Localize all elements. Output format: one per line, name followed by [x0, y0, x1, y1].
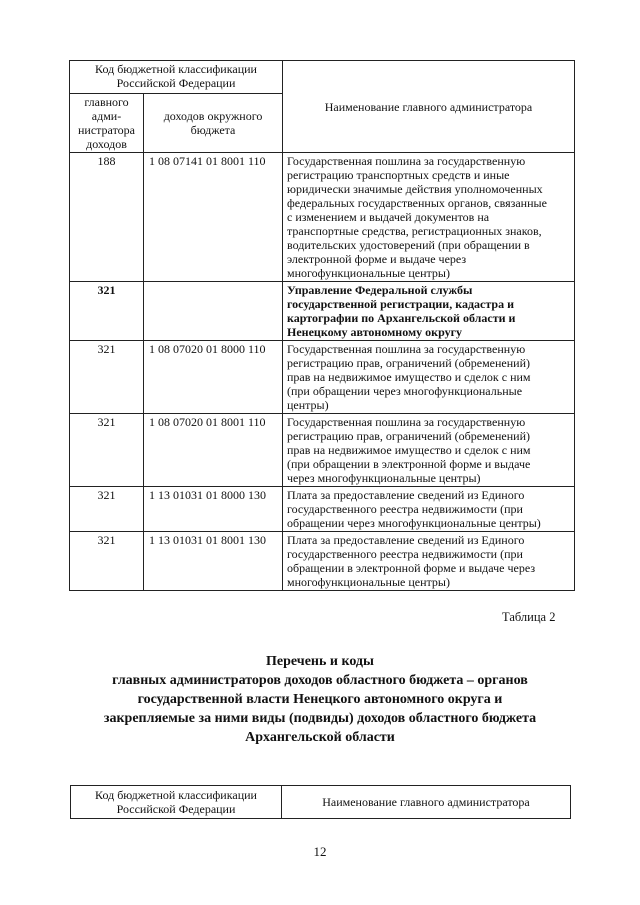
- name-line: юридически значимые действия уполномоченных: [287, 182, 543, 196]
- table-row: [70, 532, 575, 591]
- header-line: Российской Федерации: [116, 76, 236, 90]
- name-line: (при обращении в электронной форме и выдаче: [287, 457, 531, 471]
- title-line: главных администраторов доходов областного бюджета – органов: [112, 673, 528, 688]
- admin-code-cell: 321: [70, 532, 144, 591]
- name-line: прав на недвижимое имущество и сделок с ним: [287, 370, 531, 384]
- admin-code-cell: 321: [70, 282, 144, 341]
- administrator-name-cell: [283, 414, 575, 487]
- header-budget-classification: [70, 61, 283, 94]
- admin-code-cell: 188: [70, 153, 144, 282]
- table-row: [70, 341, 575, 414]
- header-line: доходов окружного: [163, 109, 263, 123]
- income-code-cell: [144, 282, 283, 341]
- administrator-name-cell: [283, 532, 575, 591]
- name-line: регистрацию прав, ограничений (обременений): [287, 429, 531, 443]
- header-line: Код бюджетной классификации: [95, 788, 257, 802]
- title-line: государственной власти Ненецкого автономного округа и: [137, 692, 503, 707]
- name-line: водительских удостоверений (при обращении в: [287, 238, 530, 252]
- header-line: бюджета: [190, 123, 236, 137]
- table-row: [70, 414, 575, 487]
- title-line: закрепляемые за ними виды (подвиды) доходов областного бюджета: [103, 711, 537, 726]
- name-line: государственной регистрации, кадастра и: [287, 297, 514, 311]
- name-line: Плата за предоставление сведений из Единого: [287, 533, 525, 547]
- name-line: государственного реестра недвижимости (при: [287, 547, 523, 561]
- administrator-name-cell: [283, 341, 575, 414]
- header-line: нистратора: [78, 123, 135, 137]
- administrator-name-cell: [283, 153, 575, 282]
- income-code-cell: 1 13 01031 01 8001 130: [144, 532, 283, 591]
- table-header-row: [71, 786, 571, 819]
- name-line: транспортные средства, регистрационных знаков,: [287, 224, 542, 238]
- table-header-row: [70, 61, 575, 94]
- admin-code-cell: 321: [70, 414, 144, 487]
- name-line: регистрацию транспортных средств и иные: [287, 168, 510, 182]
- income-code-cell: 1 08 07141 01 8001 110: [144, 153, 283, 282]
- table-row: [70, 282, 575, 341]
- administrator-name-cell: [283, 487, 575, 532]
- name-line: Государственная пошлина за государственную: [287, 154, 526, 168]
- name-line: обращении через многофункциональные центры): [287, 516, 541, 530]
- admin-table-1: [69, 60, 575, 591]
- name-line: многофункциональные центры): [287, 266, 450, 280]
- name-line: через многофункциональные центры): [287, 471, 481, 485]
- name-line: центры): [287, 398, 329, 412]
- name-line: обращении в электронной форме и выдаче через: [287, 561, 536, 575]
- name-line: регистрацию прав, ограничений (обременений): [287, 356, 531, 370]
- table-caption: Таблица 2: [502, 610, 556, 624]
- header-line: адми-: [91, 109, 122, 123]
- name-line: картографии по Архангельской области и: [287, 311, 516, 325]
- income-code-cell: 1 13 01031 01 8000 130: [144, 487, 283, 532]
- title-line: Перечень и коды: [266, 654, 374, 669]
- name-line: прав на недвижимое имущество и сделок с ним: [287, 443, 531, 457]
- header-line: доходов: [86, 137, 127, 151]
- title-line: Архангельской области: [245, 730, 395, 745]
- table-row: [70, 153, 575, 282]
- admin-code-cell: 321: [70, 341, 144, 414]
- name-line: государственного реестра недвижимости (при: [287, 502, 523, 516]
- name-line: (при обращении через многофункциональные: [287, 384, 523, 398]
- income-code-cell: 1 08 07020 01 8001 110: [144, 414, 283, 487]
- header-administrator-name: Наименование главного администратора: [282, 786, 571, 819]
- administrator-name-cell: [283, 282, 575, 341]
- header-budget-classification: [71, 786, 282, 819]
- header-line: Российской Федерации: [116, 802, 236, 816]
- name-line: Ненецкому автономному округу: [287, 325, 463, 339]
- name-line: федеральных государственных органов, связанные: [287, 196, 547, 210]
- header-line: главного: [84, 95, 129, 109]
- section-title: [70, 652, 570, 747]
- name-line: Управление Федеральной службы: [287, 283, 473, 297]
- name-line: Плата за предоставление сведений из Единого: [287, 488, 525, 502]
- page-number: 12: [313, 844, 327, 859]
- income-code-cell: 1 08 07020 01 8000 110: [144, 341, 283, 414]
- header-chief-administrator: [70, 94, 144, 153]
- name-line: электронной форме и выдаче через: [287, 252, 467, 266]
- header-line: Код бюджетной классификации: [95, 62, 257, 76]
- admin-code-cell: 321: [70, 487, 144, 532]
- name-line: Государственная пошлина за государственную: [287, 342, 526, 356]
- name-line: Государственная пошлина за государственную: [287, 415, 526, 429]
- admin-table-2: [70, 785, 571, 819]
- table-row: [70, 487, 575, 532]
- name-line: многофункциональные центры): [287, 575, 450, 589]
- header-administrator-name: Наименование главного администратора: [283, 61, 575, 153]
- header-income-code: [144, 94, 283, 153]
- name-line: с изменением и выдачей документов на: [287, 210, 490, 224]
